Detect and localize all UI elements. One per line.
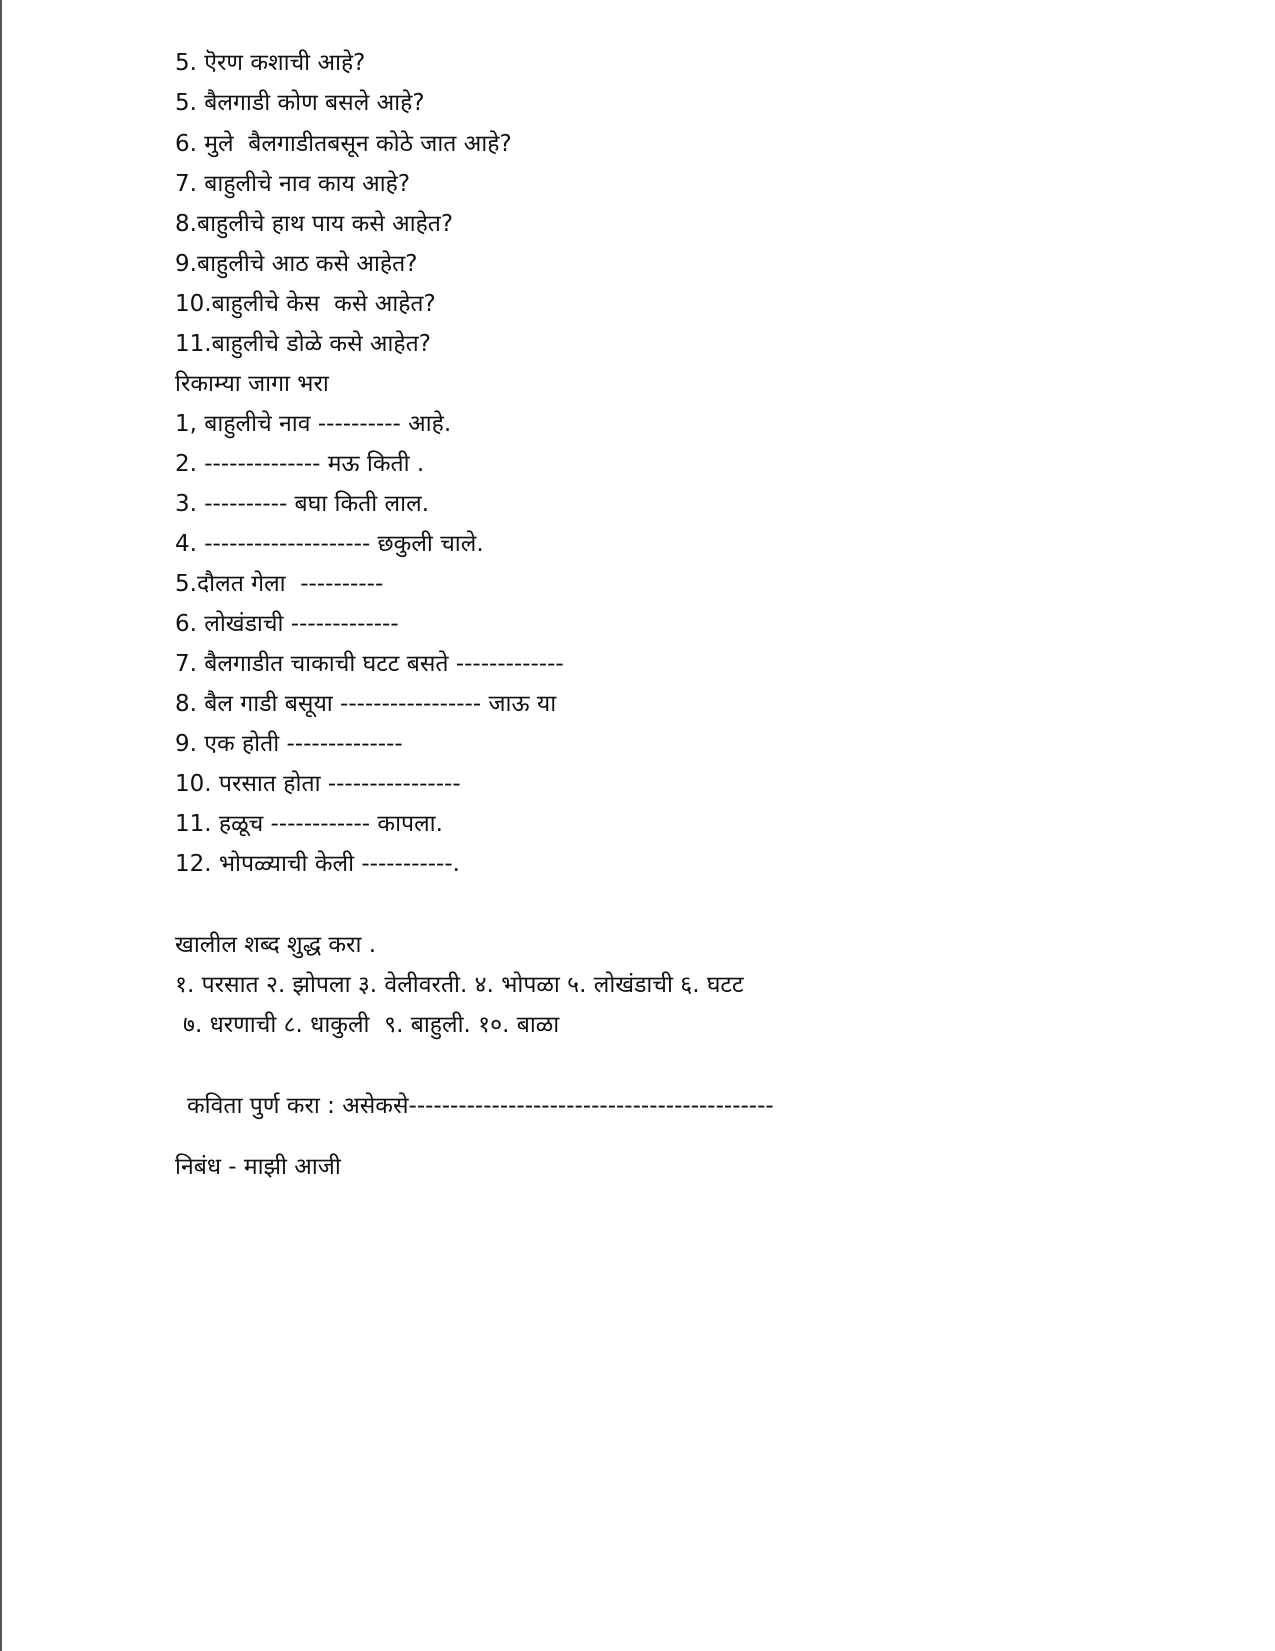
- question-5: 8.बाहुलीचे हाथ पाय कसे आहेत?: [175, 211, 454, 237]
- question-7: 10.बाहुलीचे केस कसे आहेत?: [175, 291, 436, 317]
- question-8: 11.बाहुलीचे डोळे कसे आहेत?: [175, 331, 431, 357]
- fill-blank-item: 9. एक होती --------------: [175, 731, 403, 757]
- correct-words-heading: खालील शब्द शुद्ध करा .: [175, 932, 377, 958]
- fill-blank-item: 5.दौलत गेला ----------: [175, 571, 384, 597]
- question-6: 9.बाहुलीचे आठ कसे आहेत?: [175, 251, 418, 277]
- fill-blank-item: 1, बाहुलीचे नाव ---------- आहे.: [175, 411, 452, 437]
- correct-words-line-2: ७. धरणाची ८. धाकुली ९. बाहुली. १०. बाळा: [183, 1012, 560, 1038]
- fill-blank-item: 3. ---------- बघा किती लाल.: [175, 491, 430, 517]
- fill-blank-item: 6. लोखंडाची -------------: [175, 611, 399, 637]
- fill-blank-item: 7. बैलगाडीत चाकाची घटट बसते -------------: [175, 651, 564, 677]
- question-1: 5. ऎरण कशाची आहे?: [175, 50, 366, 76]
- correct-words-line-1: १. परसात २. झोपला ३. वेलीवरती. ४. भोपळा ५. लोखंडाची ६. घटट: [175, 972, 744, 998]
- fill-blank-item: 2. -------------- मऊ किती .: [175, 451, 425, 477]
- fill-blank-item: 8. बैल गाडी बसूया ----------------- जाऊ या: [175, 691, 557, 717]
- question-4: 7. बाहुलीचे नाव काय आहे?: [175, 171, 411, 197]
- poem-complete-line: कविता पुर्ण करा : असेकसे--------------------------------------------: [187, 1093, 774, 1119]
- fill-blank-item: 12. भोपळ्याची केली -----------.: [175, 851, 460, 877]
- question-3: 6. मुले बैलगाडीतबसून कोठे जात आहे?: [175, 131, 512, 157]
- fill-blank-item: 4. -------------------- छकुली चाले.: [175, 531, 484, 557]
- fill-blank-item: 11. हळूच ------------ कापला.: [175, 811, 443, 837]
- question-2: 5. बैलगाडी कोण बसले आहे?: [175, 90, 425, 116]
- fill-blank-item: 10. परसात होता ----------------: [175, 771, 461, 797]
- page-edge-rule: [0, 0, 2, 1651]
- essay-topic: निबंध - माझी आजी: [175, 1154, 341, 1180]
- fill-blanks-heading: रिकाम्या जागा भरा: [175, 371, 329, 397]
